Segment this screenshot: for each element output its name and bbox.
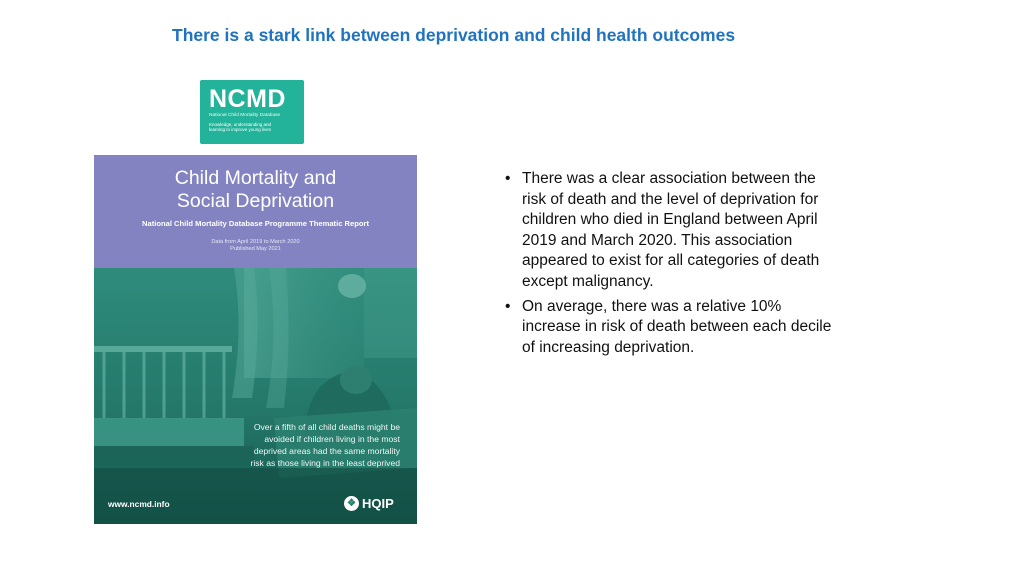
cover-photo — [94, 268, 417, 524]
logo-tagline: Knowledge, understanding and learning to improve young lives — [209, 122, 272, 133]
hqip-wordmark: HQIP — [362, 495, 394, 511]
cover-quote-line: avoided if children living in the most — [264, 434, 400, 444]
cover-url: www.ncmd.info — [108, 499, 170, 509]
ncmd-logo — [200, 80, 304, 144]
bullet-list — [505, 169, 835, 362]
cover-title-line-1: Child Mortality and — [174, 167, 337, 189]
cover-dates — [94, 239, 417, 253]
cover-title-line-2: Social Deprivation — [176, 190, 335, 212]
cover-quote — [214, 421, 400, 469]
cover-subtitle: National Child Mortality Database Programme Thematic Report — [141, 219, 369, 228]
hqip-logo — [344, 494, 394, 512]
hqip-icon: ❖ — [344, 496, 359, 511]
cover-title — [94, 167, 417, 213]
bullet-text: On average, there was a relative 10% increase in risk of death between each decile of increasing deprivation. — [522, 297, 832, 356]
logo-subtitle: National Child Mortality Database — [209, 113, 281, 118]
logo-wordmark: NCMD — [209, 85, 286, 113]
bullet-marker: • — [505, 297, 511, 315]
report-cover — [94, 155, 417, 524]
bullet-item — [505, 169, 835, 293]
slide-title: There is a stark link between deprivation and child health outcomes — [172, 25, 736, 45]
cover-quote-line: risk as those living in the least deprived — [250, 458, 400, 468]
cover-quote-line: deprived areas had the same mortality — [253, 446, 400, 456]
cover-data-range: Data from April 2019 to March 2020 — [211, 239, 300, 245]
cover-published: Published May 2021 — [230, 246, 281, 252]
cover-quote-line: Over a fifth of all child deaths might be — [253, 422, 400, 432]
bullet-item — [505, 297, 835, 359]
bullet-marker: • — [505, 170, 511, 187]
bullet-text: There was a clear association between the risk of death and the level of deprivation for children who died in England between April 2019 and March 2020. This association appeared to exist for all categories of death except malignancy. — [522, 170, 820, 290]
cover-header-band — [94, 155, 417, 268]
